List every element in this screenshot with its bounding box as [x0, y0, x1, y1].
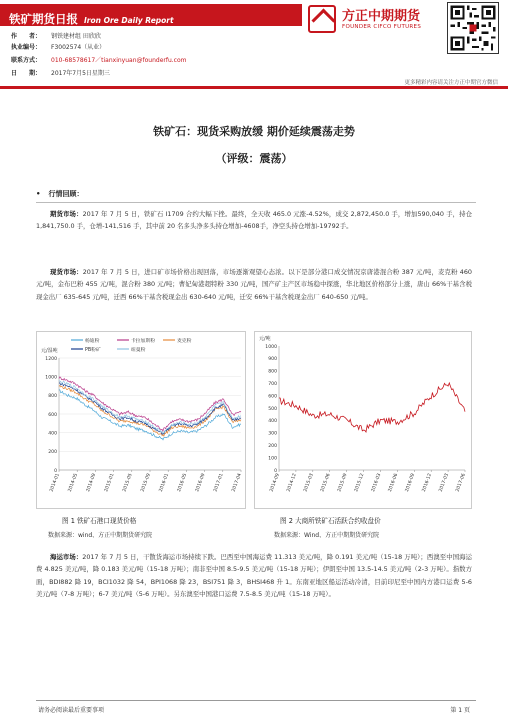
paragraph-futures — [36, 208, 472, 233]
x-tick-label: 2015-06 — [320, 472, 332, 493]
paragraph-shipping-text: 2017 年 7 月 5 日，干散货海运市场持续下跌。巴西至中国海运费 11.313 美元/吨，降 0.191 美元/吨（15-18 万吨）；西澳至中国海运费 4.825 美元/吨，降 0.183 美元/吨（15-18 万吨）；南非至中国 8.5-9.5 美元/吨（15-18 万吨）；伊朗至中国 13.5-14.5 美元/吨（2-3 万吨）。指数方面，BDI882 降 19，BCI1032 降 54，BPI1068 降 23，BSI751 降 3，BHSI468 升 1。东南亚地区船运活动冷清，目前印尼至中国内方港口运费 5-6 美元/吨（7-8 万吨）；6-7 美元/吨（5-6 万吨）。另东澳至中国港口运费 7.5-8.5 美元/吨（15-18 万吨）。 — [36, 553, 473, 598]
x-tick-label: 2015-12 — [354, 472, 366, 493]
title-band — [0, 4, 302, 26]
meta-contact-key: 联系方式： — [11, 57, 42, 64]
paragraph-spot-lead: 现货市场： — [50, 268, 83, 276]
series-line — [59, 386, 241, 437]
paragraph-futures-lead: 期货市场： — [50, 210, 83, 218]
y-axis-unit-label: 元/吨 — [259, 336, 271, 342]
y-tick-label: 600 — [48, 412, 57, 418]
x-tick-label: 2016-06 — [387, 472, 400, 493]
meta-author-value: 钢铁建材组 田欣欣 — [51, 33, 101, 40]
y-tick-label: 1000 — [265, 344, 277, 350]
footer-disclaimer-note: 请务必阅读最后重要事项 — [38, 707, 105, 714]
x-tick-label: 2014-05 — [67, 472, 80, 493]
wechat-follow-note: 更多精彩内容请关注方正中期官方微信 — [404, 80, 498, 86]
paragraph-shipping-lead: 海运市场： — [50, 553, 83, 561]
meta-date-value: 2017年7月5日星期三 — [51, 70, 110, 77]
x-tick-label: 2016-09 — [195, 472, 207, 493]
section-divider — [36, 202, 476, 203]
y-tick-label: 800 — [48, 394, 57, 400]
x-tick-label: 2014-09 — [269, 472, 281, 493]
meta-license-key: 执业编号： — [11, 44, 42, 51]
footer-page-number: 第 1 页 — [450, 707, 470, 714]
y-tick-label: 600 — [268, 394, 277, 400]
figure-1-chart — [36, 331, 246, 509]
figure-1-svg — [37, 332, 247, 510]
x-tick-label: 2014-12 — [286, 472, 298, 493]
logo-name-cn: 方正中期期货 — [342, 9, 421, 24]
figure-2-svg — [255, 332, 473, 510]
y-tick-label: 900 — [268, 357, 277, 363]
report-header — [0, 0, 508, 96]
y-tick-label: 0 — [54, 468, 57, 474]
series-line — [59, 390, 241, 440]
footer-divider — [36, 700, 476, 701]
legend-label: 纽曼粉 — [131, 347, 146, 353]
x-tick-label: 2015-01 — [104, 472, 116, 493]
y-tick-label: 200 — [48, 450, 57, 456]
y-tick-label: 800 — [268, 369, 277, 375]
x-tick-label: 2017-06 — [455, 472, 467, 493]
figure-1-caption: 图 1 铁矿石港口现货价格 — [62, 517, 137, 525]
logo-mark-icon — [308, 5, 336, 33]
legend-label: 卡拉加斯粉 — [131, 338, 155, 344]
figure-2-caption: 图 2 大商所铁矿石活跃合约收盘价 — [280, 517, 381, 525]
x-tick-label: 2015-09 — [337, 472, 349, 493]
paragraph-shipping — [36, 551, 472, 600]
meta-date-key: 日 期： — [11, 70, 42, 77]
legend-label: 杨迪粉 — [85, 338, 100, 344]
y-tick-label: 0 — [274, 468, 277, 474]
paragraph-futures-text: 2017 年 7 月 5 日，铁矿石 I1709 合约大幅下挫。最终，全天收 465.0 元涨-4.52%，成交 2,872,450.0 手，增加590,040 手，持仓 1,841,750.0 手，仓增-141,516 手，其中前 20 名多头净多头持仓增加-4608手，净空头持仓增加-19792手。 — [36, 210, 473, 231]
figure-2-chart — [254, 331, 472, 509]
meta-license-value: F3002574（从业） — [51, 44, 106, 51]
legend-label: PB粉矿 — [85, 347, 101, 353]
logo-name-en: FOUNDER CIFCO FUTURES — [342, 24, 422, 30]
meta-license — [11, 42, 105, 51]
x-tick-label: 2016-01 — [158, 472, 171, 493]
y-tick-label: 1000 — [45, 375, 57, 381]
series-line — [279, 383, 465, 432]
series-line — [59, 383, 241, 435]
x-tick-label: 2015-05 — [122, 472, 134, 493]
y-tick-label: 500 — [268, 406, 277, 412]
x-tick-label: 2017-04 — [231, 472, 243, 493]
x-tick-label: 2014-01 — [49, 472, 61, 493]
x-tick-label: 2016-12 — [421, 472, 434, 493]
y-tick-label: 100 — [268, 456, 277, 462]
document-title: 铁矿石：现货采购放缓 期价延续震荡走势 — [153, 125, 355, 138]
figure-2-source: 数据来源：Wind、方正中期期货研究院 — [274, 532, 380, 539]
figure-1-source: 数据来源：wind、方正中期期货研究院 — [48, 532, 153, 539]
x-tick-label: 2016-03 — [371, 472, 383, 493]
header-divider — [0, 86, 508, 89]
y-tick-label: 1200 — [45, 356, 57, 362]
y-tick-label: 300 — [268, 431, 277, 437]
paragraph-spot — [36, 266, 472, 303]
paragraph-spot-text: 2017 年 7 月 5 日，进口矿市场价格出现回落，市场逐渐观望心态浓。以下是部分港口成交情况京唐港混合粉 387 元/吨，麦克粉 460 元/吨，金布巴粉 455 元/吨，混合粉 380 元/吨；曹妃甸港超特粉 330 元/吨，国产矿主产区市场稳中探涨，华北地区价格部分上涨，唐山 66%干基含税现金出厂 635-645 元/吨，迁西 66%干基含税现金出 630-640 元/吨，迁安 66%干基含税现金出厂 640-650 元/吨。 — [36, 268, 473, 301]
document-rating: （评级：震荡） — [215, 152, 293, 165]
y-axis-unit-label: 元/湿吨 — [41, 348, 58, 354]
meta-date — [11, 68, 110, 77]
series-line — [59, 377, 241, 431]
series-line — [59, 380, 241, 433]
x-tick-label: 2015-03 — [303, 472, 315, 493]
x-tick-label: 2017-01 — [213, 472, 225, 493]
x-tick-label: 2016-09 — [404, 472, 417, 493]
report-title-cn: 铁矿期货日报 — [9, 12, 78, 26]
y-tick-label: 700 — [268, 382, 277, 387]
section-heading: • 行情回顾： — [36, 189, 83, 199]
legend-label: 麦克粉 — [177, 338, 192, 344]
meta-author — [11, 31, 101, 40]
y-tick-label: 400 — [268, 419, 277, 425]
x-tick-label: 2014-09 — [86, 472, 98, 493]
company-logo — [308, 3, 446, 41]
meta-contact — [11, 55, 187, 64]
x-tick-label: 2017-03 — [438, 472, 450, 493]
x-tick-label: 2016-05 — [177, 472, 189, 493]
wechat-qr-code-icon — [447, 2, 499, 54]
x-tick-label: 2015-09 — [140, 472, 152, 493]
y-tick-label: 200 — [268, 444, 277, 449]
meta-author-key: 作 者： — [11, 33, 42, 40]
meta-contact-value[interactable]: 010-68578617／tianxinyuan@founderfu.com — [51, 57, 187, 64]
report-title — [9, 11, 174, 27]
report-title-en: Iron Ore Daily Report — [84, 16, 174, 25]
y-tick-label: 400 — [48, 431, 57, 437]
